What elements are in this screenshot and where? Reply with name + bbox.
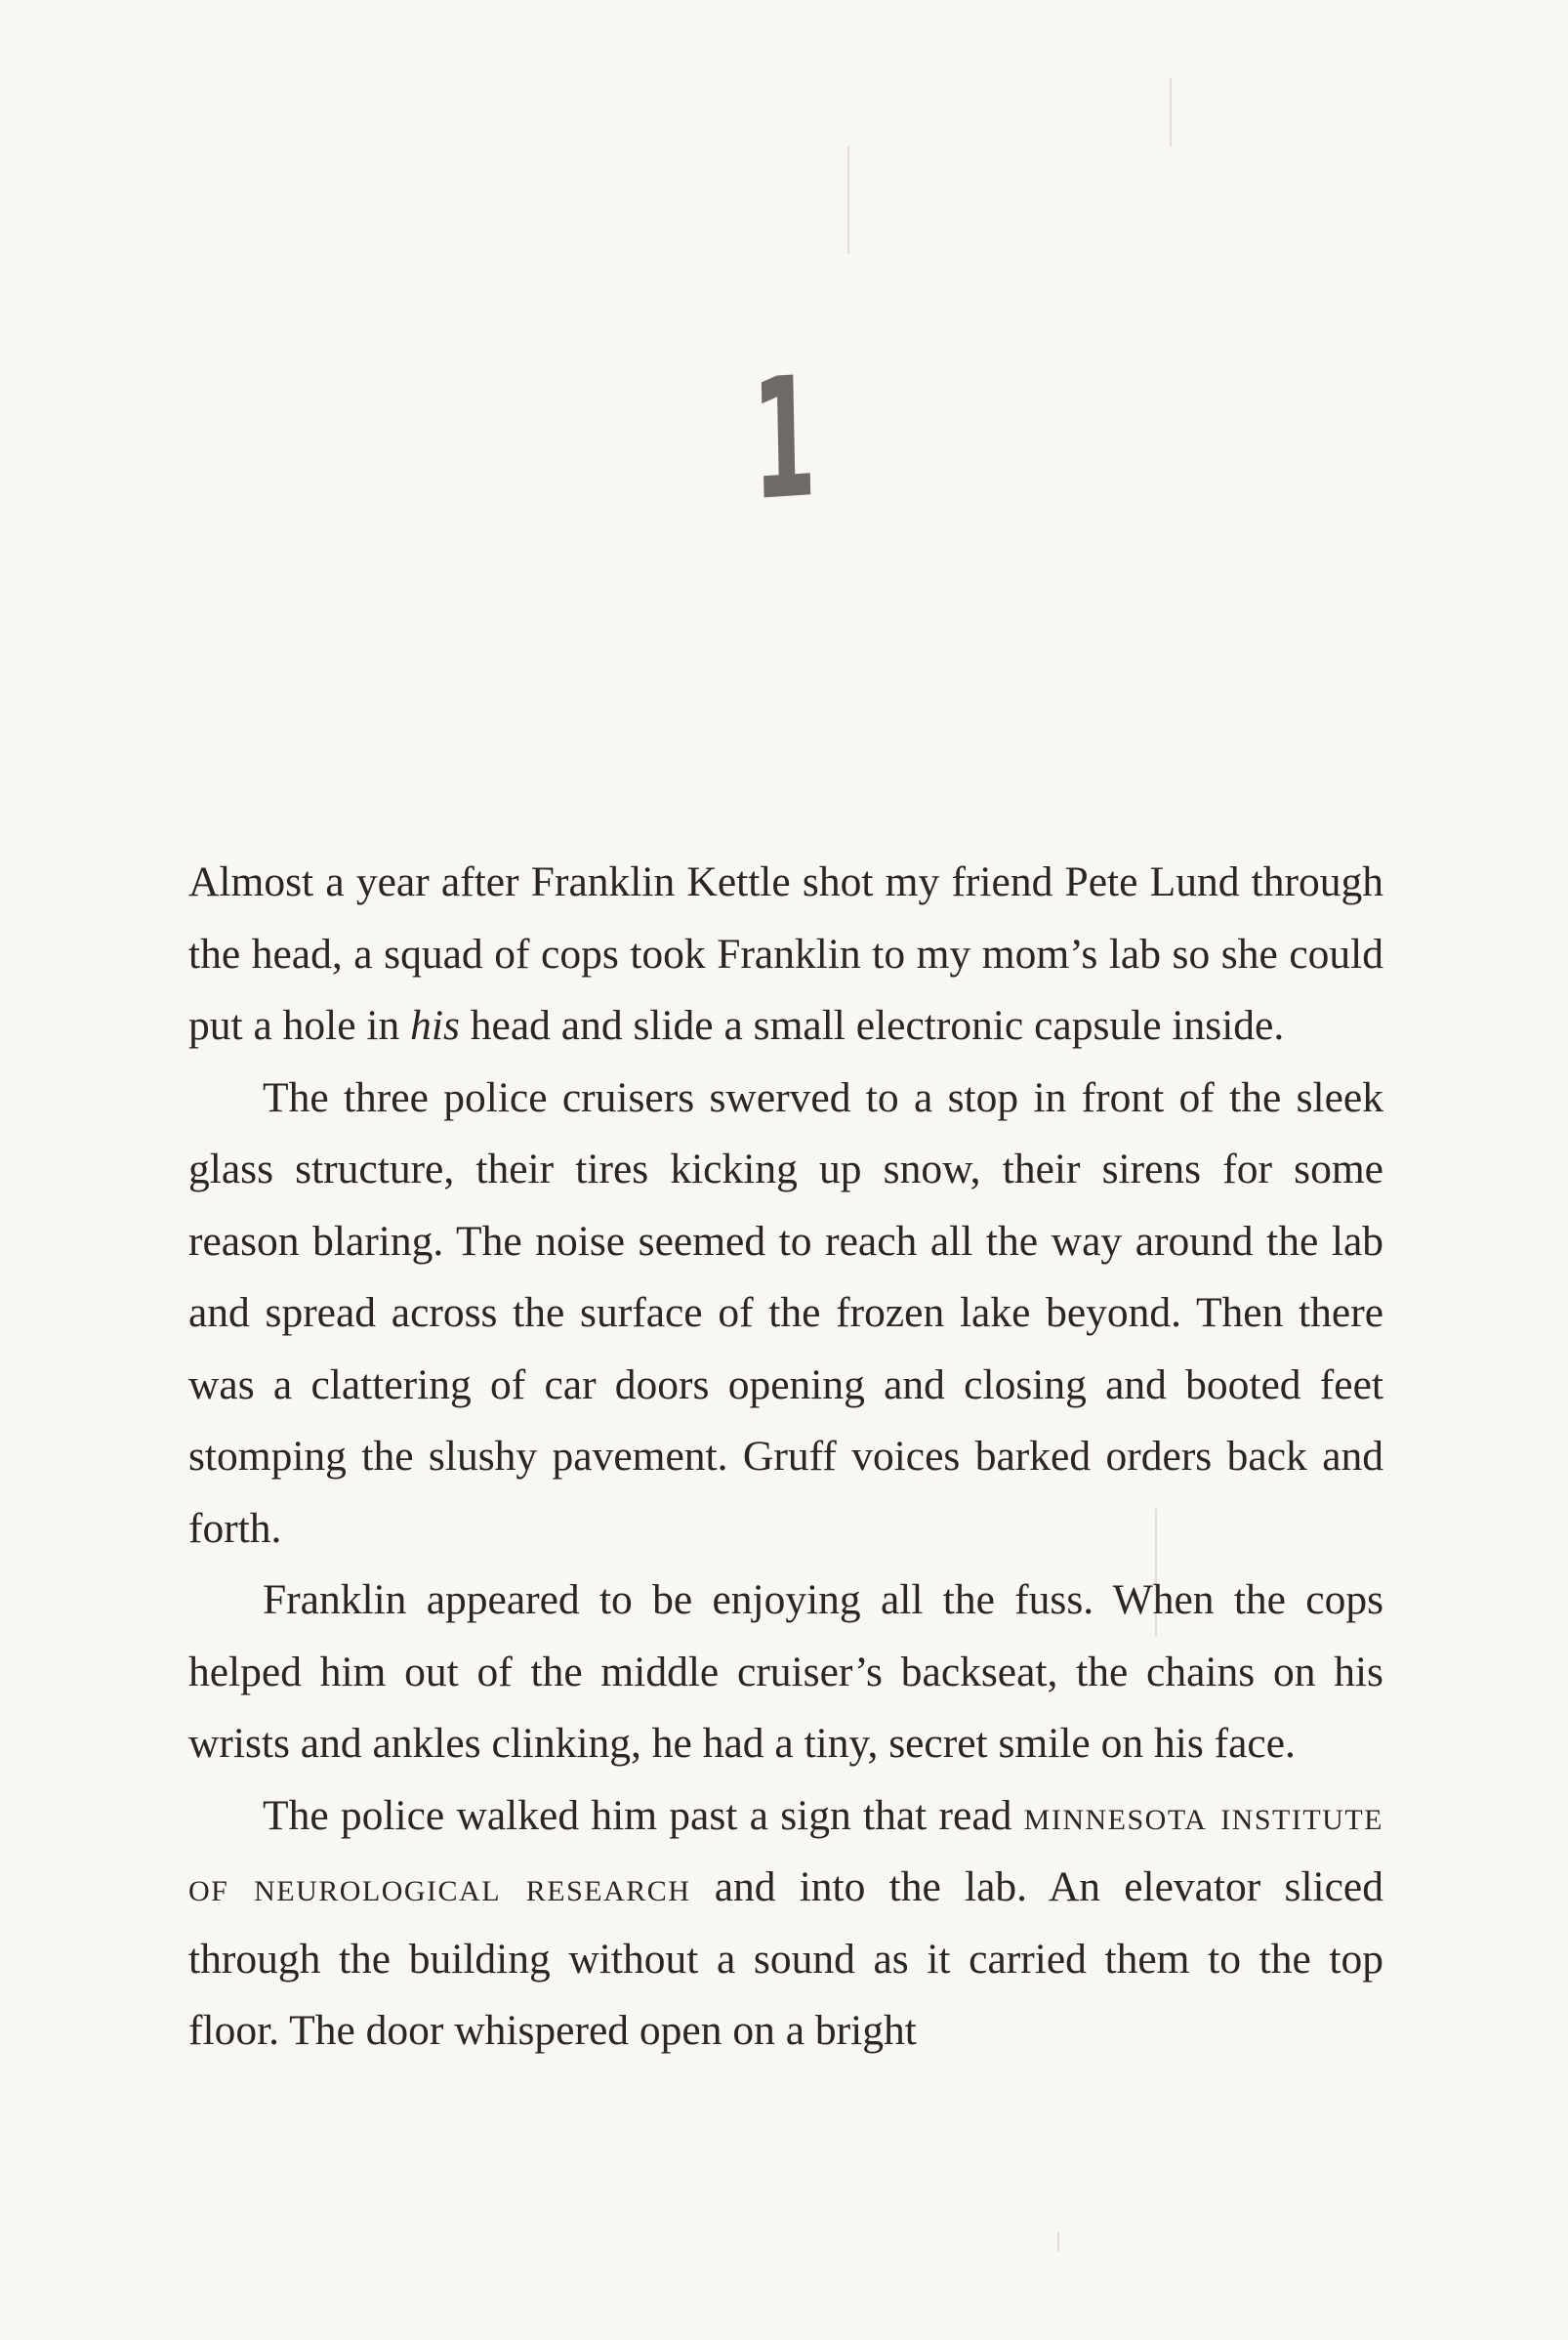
paragraph (188, 1780, 1383, 2068)
paragraph-text: The police walked him past a sign that read (263, 1791, 1024, 1839)
paragraph (188, 847, 1383, 1063)
scan-mark (1057, 2232, 1059, 2251)
paragraph: The three police cruisers swerved to a stop in front of the sleek glass structure, their tires kicking up snow, their sirens for some reason blaring. The noise seemed to reach all the way around the lab and spread across the surface of the frozen lake beyond. Then there was a clattering of car doors opening and closing and booted feet stomping the slushy pavement. Gruff voices barked orders back and forth. (188, 1073, 1383, 1552)
chapter-number: 1 (750, 340, 818, 539)
paragraph-text: head and slide a small electronic capsule inside. (459, 1002, 1285, 1049)
italic-emphasis: his (410, 1002, 460, 1049)
paragraph-text: Almost a year after Franklin Kettle shot my friend Pete Lund through the head, a squad of cops took Franklin to my mom’s lab so she could put a hole in (188, 858, 1383, 1049)
paragraph: Franklin appeared to be enjoying all the fuss. When the cops helped him out of the middle cruiser’s backseat, the chains on his wrists and ankles clinking, he had a tiny, secret smile on his face. (188, 1576, 1383, 1767)
institute-name: minnesota institute of neurological research (188, 1791, 1383, 1910)
scan-mark (1170, 78, 1172, 146)
scan-mark (847, 146, 849, 254)
paragraph-text: and into the lab. An elevator sliced through the building without a sound as it carried them to the top floor. The door whispered open on a bright (188, 1863, 1383, 2054)
body-text (188, 847, 1383, 2068)
